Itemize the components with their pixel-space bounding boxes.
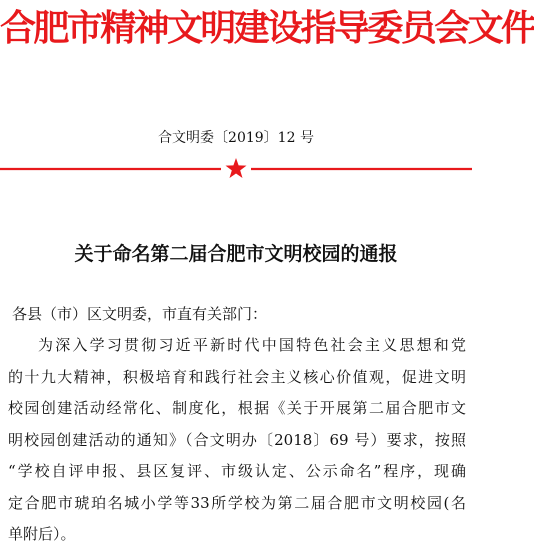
red-divider xyxy=(0,155,472,183)
body-line: “学校自评申报、县区复评、市级认定、公示命名”程序，现确 xyxy=(8,462,466,480)
body-line: 校园创建活动经常化、制度化，根据《关于开展第二届合肥市文 xyxy=(8,399,466,417)
star-icon xyxy=(226,158,247,178)
document-number: 合文明委〔2019〕12 号 xyxy=(158,130,314,146)
notice-body xyxy=(8,330,466,551)
body-line: 明校园创建活动的通知》（合文明办〔2018〕69 号）要求，按照 xyxy=(8,430,466,449)
salutation: 各县（市）区文明委，市直有关部门： xyxy=(12,305,268,323)
notice-title: 关于命名第二届合肥市文明校园的通报 xyxy=(74,243,398,265)
body-line: 单附后）。 xyxy=(8,525,76,543)
body-line: 定合肥市琥珀名城小学等33所学校为第二届合肥市文明校园(名 xyxy=(8,493,466,512)
body-line: 为深入学习贯彻习近平新时代中国特色社会主义思想和党 xyxy=(38,336,466,354)
body-line: 的十九大精神，积极培育和践行社会主义核心价值观，促进文明 xyxy=(8,367,466,386)
issuing-authority-header: 合肥市精神文明建设指导委员会文件 xyxy=(0,8,534,49)
